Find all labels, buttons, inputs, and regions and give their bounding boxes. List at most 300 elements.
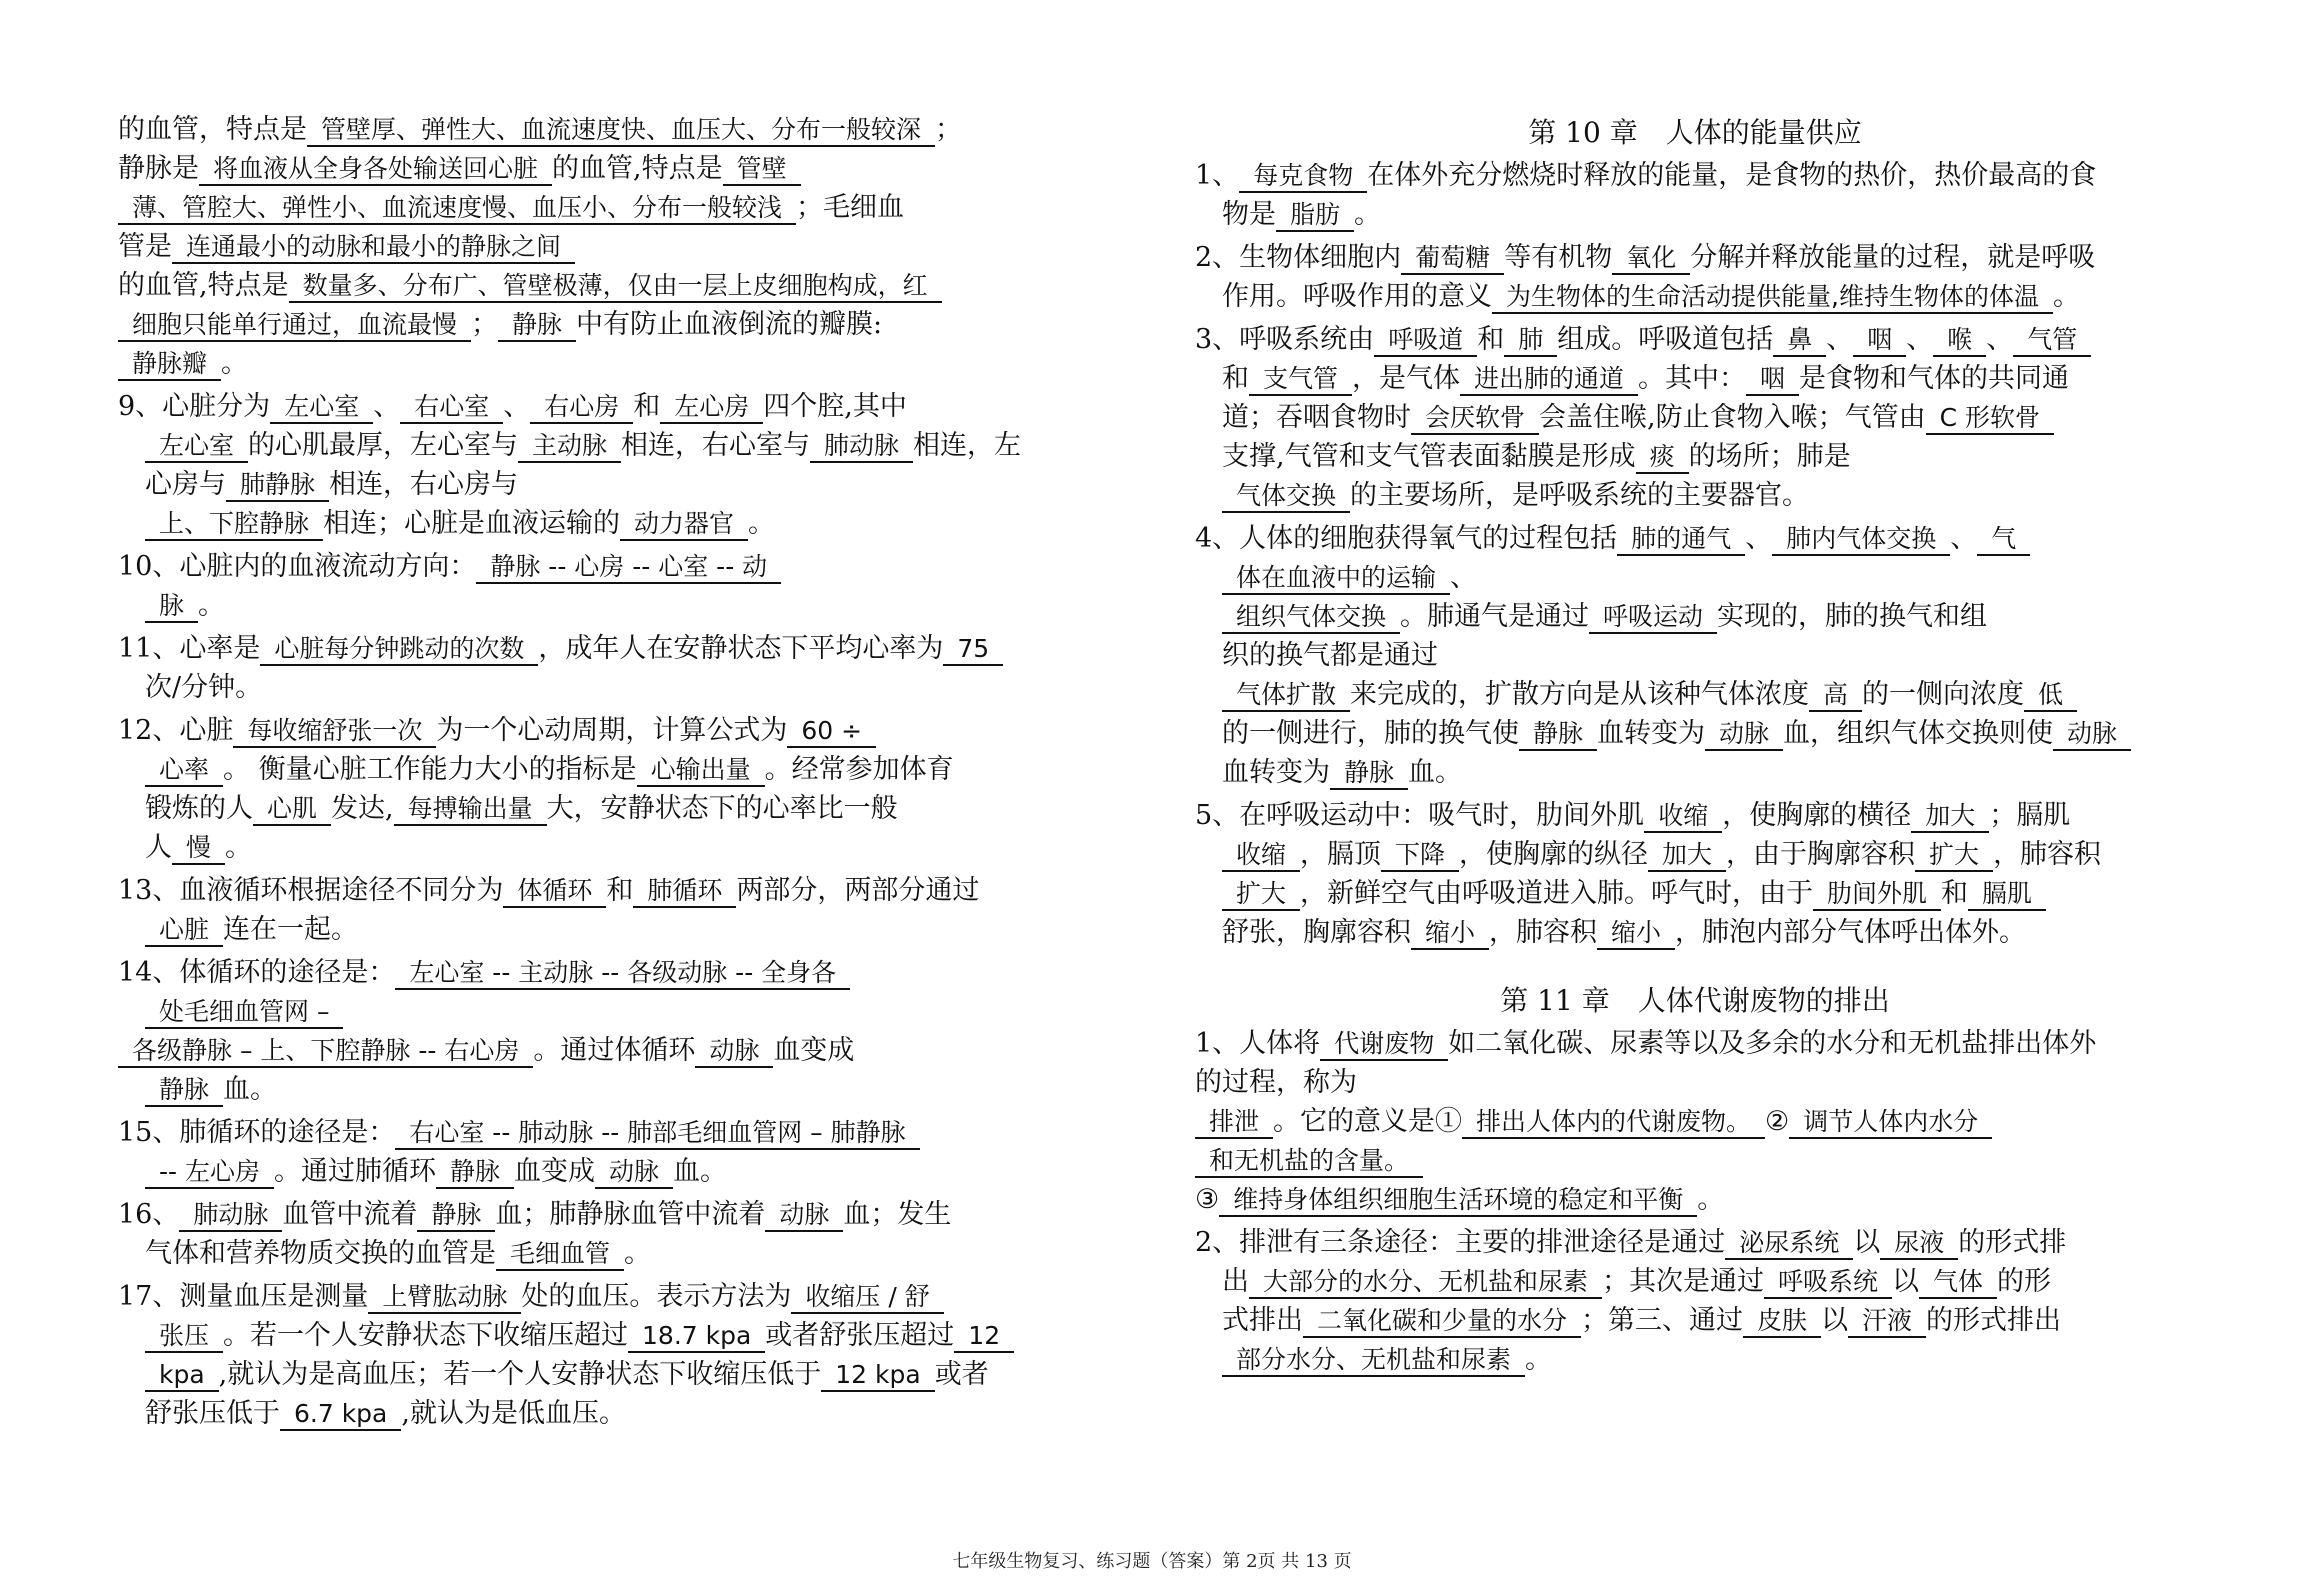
text-line bbox=[1195, 753, 2195, 792]
text: 。 bbox=[221, 348, 249, 379]
text-line bbox=[1195, 1141, 2195, 1180]
text: 支撑,气管和支气管表面黏膜是形成 bbox=[1222, 441, 1636, 472]
answer-blank: 细胞只能单行通过，血流最慢 bbox=[118, 310, 471, 342]
text-line bbox=[1195, 1102, 2195, 1141]
chapter-11-content bbox=[1195, 1024, 2195, 1379]
answer-blank: 主动脉 bbox=[518, 431, 621, 463]
text-line bbox=[118, 547, 1178, 586]
answer-blank: 静脉瓣 bbox=[118, 349, 221, 381]
answer-blank: 排泄 bbox=[1195, 1107, 1273, 1139]
answer-blank: 为生物体的生命活动提供能量,维持生物体的体温 bbox=[1492, 282, 2053, 314]
text: 、 bbox=[1950, 523, 1978, 554]
text-line bbox=[118, 1277, 1178, 1316]
text: 血。 bbox=[223, 1074, 278, 1105]
answer-blank: 尿液 bbox=[1880, 1228, 1958, 1260]
answer-blank: 慢 bbox=[172, 833, 225, 865]
text: 10、心脏内的血液流动方向： bbox=[118, 551, 477, 582]
text-line bbox=[118, 344, 1178, 383]
text: ，使胸廓的纵径 bbox=[1459, 839, 1649, 870]
text: 道；吞咽食物时 bbox=[1222, 402, 1411, 433]
text-line bbox=[118, 750, 1178, 789]
text: 17、测量血压是测量 bbox=[118, 1281, 369, 1312]
text: 5、在呼吸运动中：吸气时，肋间外肌 bbox=[1195, 800, 1645, 831]
text: 3、呼吸系统由 bbox=[1195, 324, 1375, 355]
text: 式排出 bbox=[1222, 1305, 1303, 1336]
answer-blank: 静脉 bbox=[145, 1075, 223, 1107]
answer-blank: 静脉 -- 心房 -- 心室 -- 动 bbox=[476, 552, 781, 584]
text-line bbox=[118, 1195, 1178, 1234]
answer-blank: 动力器官 bbox=[620, 509, 748, 541]
answer-blank: 12 kpa bbox=[821, 1360, 934, 1392]
answer-blank: 缩小 bbox=[1411, 918, 1489, 950]
text-line bbox=[1195, 1340, 2195, 1379]
answer-blank: 代谢废物 bbox=[1320, 1029, 1448, 1061]
text-line bbox=[118, 227, 1178, 266]
answer-blank: 上臂肱动脉 bbox=[368, 1282, 521, 1314]
answer-blank: 调节人体内水分 bbox=[1789, 1107, 1992, 1139]
answer-blank: 呼吸系统 bbox=[1764, 1267, 1892, 1299]
text: 来完成的，扩散方向是从该种气体浓度 bbox=[1350, 679, 1810, 710]
text-line bbox=[1195, 1223, 2195, 1262]
answer-blank: 支气管 bbox=[1249, 364, 1352, 396]
text: 、 bbox=[1745, 523, 1773, 554]
text: 、 bbox=[503, 391, 531, 422]
answer-blank: 肋间外肌 bbox=[1813, 879, 1941, 911]
text: ，新鲜空气由呼吸道进入肺。呼气时，由于 bbox=[1300, 878, 1814, 909]
text: 和 bbox=[1222, 363, 1249, 394]
answer-blank: 每克食物 bbox=[1239, 161, 1367, 193]
answer-blank: 加大 bbox=[1648, 840, 1726, 872]
text-line bbox=[1195, 398, 2195, 437]
answer-blank: 处毛细血管网 – bbox=[145, 997, 343, 1029]
answer-blank: 咽 bbox=[1853, 325, 1906, 357]
answer-blank: 咽 bbox=[1746, 364, 1799, 396]
answer-blank: 加大 bbox=[1911, 801, 1989, 833]
text: 锻炼的人 bbox=[145, 793, 253, 824]
answer-blank: 气管 bbox=[2013, 325, 2091, 357]
answer-blank: 18.7 kpa bbox=[628, 1321, 765, 1353]
text: 和 bbox=[606, 875, 634, 906]
answer-blank: 肺 bbox=[1504, 325, 1557, 357]
answer-blank: 肺内气体交换 bbox=[1772, 524, 1950, 556]
answer-blank: 痰 bbox=[1636, 442, 1689, 474]
answer-blank: 高 bbox=[1809, 680, 1862, 712]
text: ； bbox=[935, 114, 963, 145]
text-line bbox=[1195, 796, 2195, 835]
text-line bbox=[1195, 913, 2195, 952]
answer-blank: 左心房 bbox=[660, 392, 763, 424]
answer-blank: 右心室 -- 肺动脉 -- 肺部毛细血管网 – 肺静脉 bbox=[395, 1118, 919, 1150]
answer-blank: 收缩 bbox=[1644, 801, 1722, 833]
text: 出 bbox=[1222, 1266, 1249, 1297]
answer-blank: 脂肪 bbox=[1276, 200, 1354, 232]
text-line bbox=[118, 504, 1178, 543]
text: 发达, bbox=[331, 793, 394, 824]
text-line bbox=[118, 711, 1178, 750]
text: 织的换气都是通过 bbox=[1222, 640, 1438, 671]
text: 四个腔,其中 bbox=[763, 391, 907, 422]
answer-blank: 会厌软骨 bbox=[1411, 403, 1539, 435]
text: 的主要场所，是呼吸系统的主要器官。 bbox=[1350, 480, 1810, 511]
text: 、 bbox=[1986, 324, 2014, 355]
text: 。若一个人安静状态下收缩压超过 bbox=[223, 1320, 629, 1351]
text: 和 bbox=[1477, 324, 1505, 355]
answer-blank: 动脉 bbox=[595, 1157, 673, 1189]
text: 或者 bbox=[934, 1359, 989, 1390]
text: 、 bbox=[1826, 324, 1854, 355]
answer-blank: 排出人体内的代谢废物。 bbox=[1462, 1107, 1765, 1139]
text: ； bbox=[471, 309, 499, 340]
text: ；毛细血 bbox=[796, 192, 905, 223]
text: 。 bbox=[1697, 1184, 1725, 1215]
answer-blank: 张压 bbox=[145, 1321, 223, 1353]
text: 。 bbox=[624, 1238, 652, 1269]
text: 2、排泄有三条途径：主要的排泄途径是通过 bbox=[1195, 1227, 1726, 1258]
text: 9、心脏分为 bbox=[118, 391, 271, 422]
text-line bbox=[118, 1355, 1178, 1394]
answer-blank: 膈肌 bbox=[1968, 879, 2046, 911]
answer-blank: 脉 bbox=[145, 591, 198, 623]
text: 。 bbox=[198, 590, 226, 621]
answer-blank: 上、下腔静脉 bbox=[145, 509, 323, 541]
text: 2、生物体细胞内 bbox=[1195, 242, 1402, 273]
text: 等有机物 bbox=[1504, 242, 1613, 273]
text: 人 bbox=[145, 832, 172, 863]
text-line bbox=[118, 1316, 1178, 1355]
text-line bbox=[1195, 238, 2195, 277]
answer-blank: 右心室 bbox=[400, 392, 503, 424]
answer-blank: 肺循环 bbox=[633, 876, 736, 908]
text: 、 bbox=[1906, 324, 1934, 355]
answer-blank: 静脉 bbox=[417, 1200, 495, 1232]
text: 物是 bbox=[1222, 199, 1276, 230]
answer-blank: 动脉 bbox=[2053, 719, 2131, 751]
answer-blank: 泌尿系统 bbox=[1725, 1228, 1853, 1260]
answer-blank: 静脉 bbox=[1330, 758, 1408, 790]
text: 、 bbox=[373, 391, 401, 422]
answer-blank: 左心室 -- 主动脉 -- 各级动脉 -- 全身各 bbox=[395, 958, 850, 990]
answer-blank: 喉 bbox=[1933, 325, 1986, 357]
text: 4、人体的细胞获得氧气的过程包括 bbox=[1195, 523, 1618, 554]
text: 血；肺静脉血管中流着 bbox=[495, 1199, 766, 1230]
text-line bbox=[118, 465, 1178, 504]
text: 的血管,特点是 bbox=[118, 270, 289, 301]
text-line bbox=[1195, 835, 2195, 874]
answer-blank: 右心房 bbox=[530, 392, 633, 424]
text-line bbox=[118, 1070, 1178, 1109]
answer-blank: 毛细血管 bbox=[496, 1239, 624, 1271]
text: 为一个心动周期，计算公式为 bbox=[436, 715, 788, 746]
text: ，肺容积 bbox=[1993, 839, 2102, 870]
answer-blank: 组织气体交换 bbox=[1222, 602, 1400, 634]
text: 12、心脏 bbox=[118, 715, 234, 746]
text: 的形式排 bbox=[1958, 1227, 2067, 1258]
text: 血。 bbox=[1408, 757, 1463, 788]
text: 心房与 bbox=[145, 469, 226, 500]
text-line bbox=[118, 1152, 1178, 1191]
text-line bbox=[1195, 476, 2195, 515]
text-line bbox=[118, 387, 1178, 426]
text: ，成年人在安静状态下平均心率为 bbox=[538, 633, 944, 664]
text: 。通过肺循环 bbox=[274, 1156, 436, 1187]
answer-blank: 管壁厚、弹性大、血流速度快、血压大、分布一般较深 bbox=[307, 115, 935, 147]
answer-blank: 静脉 bbox=[436, 1157, 514, 1189]
text: 13、血液循环根据途径不同分为 bbox=[118, 875, 504, 906]
text-line bbox=[1195, 437, 2195, 476]
text: 。 衡量心脏工作能力大小的指标是 bbox=[223, 754, 637, 785]
text-line bbox=[118, 426, 1178, 465]
text: 处的血压。表示方法为 bbox=[521, 1281, 792, 1312]
text-line bbox=[1195, 636, 2195, 675]
answer-blank: 肺动脉 bbox=[179, 1200, 282, 1232]
answer-blank: 心输出量 bbox=[637, 755, 765, 787]
answer-blank: 连通最小的动脉和最小的静脉之间 bbox=[172, 232, 575, 264]
text: 以 bbox=[1892, 1266, 1920, 1297]
text: 15、肺循环的途径是： bbox=[118, 1117, 396, 1148]
right-column bbox=[1195, 110, 2195, 1379]
text: 1、人体将 bbox=[1195, 1028, 1321, 1059]
answer-blank: 鼻 bbox=[1773, 325, 1826, 357]
answer-blank: 呼吸运动 bbox=[1589, 602, 1717, 634]
answer-blank: 体在血液中的运输 bbox=[1222, 563, 1450, 595]
text-line bbox=[1195, 320, 2195, 359]
answer-blank: C 形软骨 bbox=[1926, 403, 2054, 435]
text: 。通过体循环 bbox=[533, 1035, 696, 1066]
text: 以 bbox=[1853, 1227, 1881, 1258]
answer-blank: 动脉 bbox=[695, 1036, 773, 1068]
answer-blank: 部分水分、无机盐和尿素 bbox=[1222, 1345, 1525, 1377]
text: 相连；心脏是血液运输的 bbox=[323, 508, 621, 539]
text: 。 bbox=[2052, 281, 2080, 312]
answer-blank: 动脉 bbox=[1705, 719, 1783, 751]
answer-blank: 心脏每分钟跳动的次数 bbox=[260, 634, 538, 666]
answer-blank: 汗液 bbox=[1848, 1306, 1926, 1338]
answer-blank: 肺静脉 bbox=[226, 470, 329, 502]
answer-blank: 肺动脉 bbox=[810, 431, 913, 463]
answer-blank: 数量多、分布广、管壁极薄，仅由一层上皮细胞构成，红 bbox=[289, 271, 942, 303]
text: 。它的意义是① bbox=[1273, 1106, 1463, 1137]
text-line bbox=[118, 629, 1178, 668]
answer-blank: 扩大 bbox=[1915, 840, 1993, 872]
answer-blank: 各级静脉 – 上、下腔静脉 -- 右心房 bbox=[118, 1036, 533, 1068]
answer-blank: 大部分的水分、无机盐和尿素 bbox=[1249, 1267, 1602, 1299]
answer-blank: 葡萄糖 bbox=[1401, 243, 1504, 275]
answer-blank: 和无机盐的含量。 bbox=[1195, 1146, 1423, 1178]
page-footer: 七年级生物复习、练习题（答案）第 2页 共 13 页 bbox=[952, 1551, 1352, 1572]
answer-blank: 12 bbox=[954, 1321, 1014, 1353]
text-line bbox=[1195, 1180, 2195, 1219]
answer-blank: 动脉 bbox=[765, 1200, 843, 1232]
text: 血管中流着 bbox=[282, 1199, 418, 1230]
text-line bbox=[1195, 558, 2195, 597]
text: 次/分钟。 bbox=[145, 672, 263, 703]
answer-blank: 下降 bbox=[1381, 840, 1459, 872]
text: 血。 bbox=[673, 1156, 728, 1187]
text: 舒张压低于 bbox=[145, 1398, 280, 1429]
text: 和 bbox=[633, 391, 661, 422]
text-line bbox=[1195, 714, 2195, 753]
text-line bbox=[1195, 359, 2195, 398]
answer-blank: 肺的通气 bbox=[1617, 524, 1745, 556]
text: 或者舒张压超过 bbox=[765, 1320, 955, 1351]
text: 的一侧进行，肺的换气使 bbox=[1222, 718, 1519, 749]
text: 管是 bbox=[118, 231, 172, 262]
answer-blank: 心脏 bbox=[145, 915, 223, 947]
answer-blank: 薄、管腔大、弹性小、血流速度慢、血压小、分布一般较浅 bbox=[118, 193, 796, 225]
text: 的形式排出 bbox=[1926, 1305, 2062, 1336]
text: 血转变为 bbox=[1222, 757, 1330, 788]
text: 16、 bbox=[118, 1199, 180, 1230]
text: ；第三、通过 bbox=[1581, 1305, 1744, 1336]
answer-blank: 缩小 bbox=[1597, 918, 1675, 950]
text: 的血管，特点是 bbox=[118, 114, 307, 145]
text: 1、 bbox=[1195, 160, 1240, 191]
text: 大，安静状态下的心率比一般 bbox=[546, 793, 898, 824]
text: 血转变为 bbox=[1597, 718, 1706, 749]
text-line bbox=[118, 910, 1178, 949]
text-line bbox=[118, 1394, 1178, 1433]
text: 气体和营养物质交换的血管是 bbox=[145, 1238, 496, 1269]
answer-blank: 心肌 bbox=[253, 794, 331, 826]
text-line bbox=[1195, 1262, 2195, 1301]
text: ；其次是通过 bbox=[1602, 1266, 1765, 1297]
text: 相连，左 bbox=[913, 430, 1022, 461]
text: 静脉是 bbox=[118, 153, 199, 184]
text-line bbox=[118, 110, 1178, 149]
text: 如二氧化碳、尿素等以及多余的水分和无机盐排出体外 bbox=[1448, 1028, 2097, 1059]
text: ，肺容积 bbox=[1489, 917, 1598, 948]
text: 分解并释放能量的过程，就是呼吸 bbox=[1690, 242, 2096, 273]
text: 作用。呼吸作用的意义 bbox=[1222, 281, 1492, 312]
text-line bbox=[118, 992, 1178, 1031]
left-column bbox=[118, 110, 1178, 1433]
text: 、 bbox=[1450, 562, 1478, 593]
answer-blank: 呼吸道 bbox=[1374, 325, 1477, 357]
answer-blank: 低 bbox=[2024, 680, 2077, 712]
text: ，使胸廓的横径 bbox=[1722, 800, 1912, 831]
answer-blank: 气体扩散 bbox=[1222, 680, 1350, 712]
answer-blank: 皮肤 bbox=[1743, 1306, 1821, 1338]
text-line bbox=[1195, 675, 2195, 714]
text: 中有防止血液倒流的瓣膜: bbox=[576, 309, 883, 340]
text-line bbox=[118, 1113, 1178, 1152]
text: 实现的，肺的换气和组 bbox=[1717, 601, 1988, 632]
text: 的心肌最厚，左心室与 bbox=[248, 430, 519, 461]
text: ,就认为是低血压。 bbox=[401, 1398, 626, 1429]
text: 。 bbox=[1525, 1344, 1553, 1375]
text: 血，组织气体交换则使 bbox=[1783, 718, 2054, 749]
answer-blank: 收缩压 / 舒 bbox=[791, 1282, 943, 1314]
answer-blank: 气 bbox=[1977, 524, 2030, 556]
text: 连在一起。 bbox=[223, 914, 359, 945]
text-line bbox=[118, 586, 1178, 625]
chapter-10-content bbox=[1195, 156, 2195, 952]
answer-blank: 管壁 bbox=[723, 154, 801, 186]
text: 以 bbox=[1821, 1305, 1849, 1336]
text-line bbox=[118, 828, 1178, 867]
text-line bbox=[118, 1234, 1178, 1273]
text: ，膈顶 bbox=[1300, 839, 1382, 870]
text-line bbox=[118, 668, 1178, 707]
text-line bbox=[1195, 874, 2195, 913]
text: 两部分，两部分通过 bbox=[736, 875, 980, 906]
text: 。其中： bbox=[1638, 363, 1747, 394]
text-line bbox=[118, 305, 1178, 344]
answer-blank: 气体交换 bbox=[1222, 481, 1350, 513]
chapter-11-heading: 第 11 章 人体代谢废物的排出 bbox=[1500, 984, 1890, 1017]
text-line bbox=[118, 1031, 1178, 1070]
text: 。肺通气是通过 bbox=[1400, 601, 1590, 632]
answer-blank: 氧化 bbox=[1612, 243, 1690, 275]
text: 血；发生 bbox=[843, 1199, 952, 1230]
text: 是食物和气体的共同通 bbox=[1799, 363, 2070, 394]
answer-blank: -- 左心房 bbox=[145, 1157, 274, 1189]
answer-blank: 静脉 bbox=[498, 310, 576, 342]
answer-blank: 收缩 bbox=[1222, 840, 1300, 872]
text: ,就认为是高血压；若一个人安静状态下收缩压低于 bbox=[218, 1359, 822, 1390]
text: 组成。呼吸道包括 bbox=[1557, 324, 1774, 355]
answer-blank: 二氧化碳和少量的水分 bbox=[1303, 1306, 1581, 1338]
text-line bbox=[118, 188, 1178, 227]
answer-blank: 60 ÷ bbox=[787, 716, 876, 748]
answer-blank: 维持身体组织细胞生活环境的稳定和平衡 bbox=[1219, 1185, 1697, 1217]
answer-blank: 心率 bbox=[145, 755, 223, 787]
answer-blank: 6.7 kpa bbox=[280, 1399, 401, 1431]
text: 。 bbox=[1354, 199, 1382, 230]
text-line bbox=[1195, 1024, 2195, 1063]
text-line bbox=[118, 871, 1178, 910]
text-line bbox=[1195, 1301, 2195, 1340]
text: 的场所；肺是 bbox=[1688, 441, 1851, 472]
answer-blank: 静脉 bbox=[1519, 719, 1597, 751]
text: 血变成 bbox=[514, 1156, 596, 1187]
text: 的形 bbox=[1997, 1266, 2052, 1297]
text: ③ bbox=[1195, 1184, 1220, 1215]
text-line bbox=[1195, 519, 2195, 558]
answer-blank: 进出肺的通道 bbox=[1460, 364, 1638, 396]
answer-blank: 每收缩舒张一次 bbox=[233, 716, 436, 748]
answer-blank: 每搏输出量 bbox=[394, 794, 547, 826]
text-line bbox=[118, 953, 1178, 992]
text: 会盖住喉,防止食物入喉；气管由 bbox=[1539, 402, 1926, 433]
answer-blank: 将血液从全身各处输送回心脏 bbox=[199, 154, 552, 186]
text: 14、体循环的途径是： bbox=[118, 957, 396, 988]
chapter-10-heading: 第 10 章 人体的能量供应 bbox=[1528, 116, 1862, 149]
text-line bbox=[1195, 597, 2195, 636]
answer-blank: 体循环 bbox=[503, 876, 606, 908]
text: 血变成 bbox=[773, 1035, 855, 1066]
answer-blank: kpa bbox=[145, 1360, 219, 1392]
text: 的血管,特点是 bbox=[552, 153, 723, 184]
answer-blank: 扩大 bbox=[1222, 879, 1300, 911]
answer-blank: 75 bbox=[943, 634, 1003, 666]
text: 相连，右心室与 bbox=[621, 430, 811, 461]
text: 11、心率是 bbox=[118, 633, 261, 664]
text: 在体外充分燃烧时释放的能量，是食物的热价，热价最高的食 bbox=[1367, 160, 2097, 191]
text: 和 bbox=[1941, 878, 1969, 909]
text-line bbox=[1195, 277, 2195, 316]
text: ，是气体 bbox=[1352, 363, 1461, 394]
text: 的一侧向浓度 bbox=[1862, 679, 2025, 710]
text: ② bbox=[1765, 1106, 1790, 1137]
text: ，由于胸廓容积 bbox=[1726, 839, 1916, 870]
text: ，肺泡内部分气体呼出体外。 bbox=[1675, 917, 2027, 948]
text-line bbox=[118, 266, 1178, 305]
answer-blank: 左心室 bbox=[270, 392, 373, 424]
text: 相连，右心房与 bbox=[329, 469, 519, 500]
text: 舒张，胸廓容积 bbox=[1222, 917, 1411, 948]
text-line bbox=[118, 149, 1178, 188]
